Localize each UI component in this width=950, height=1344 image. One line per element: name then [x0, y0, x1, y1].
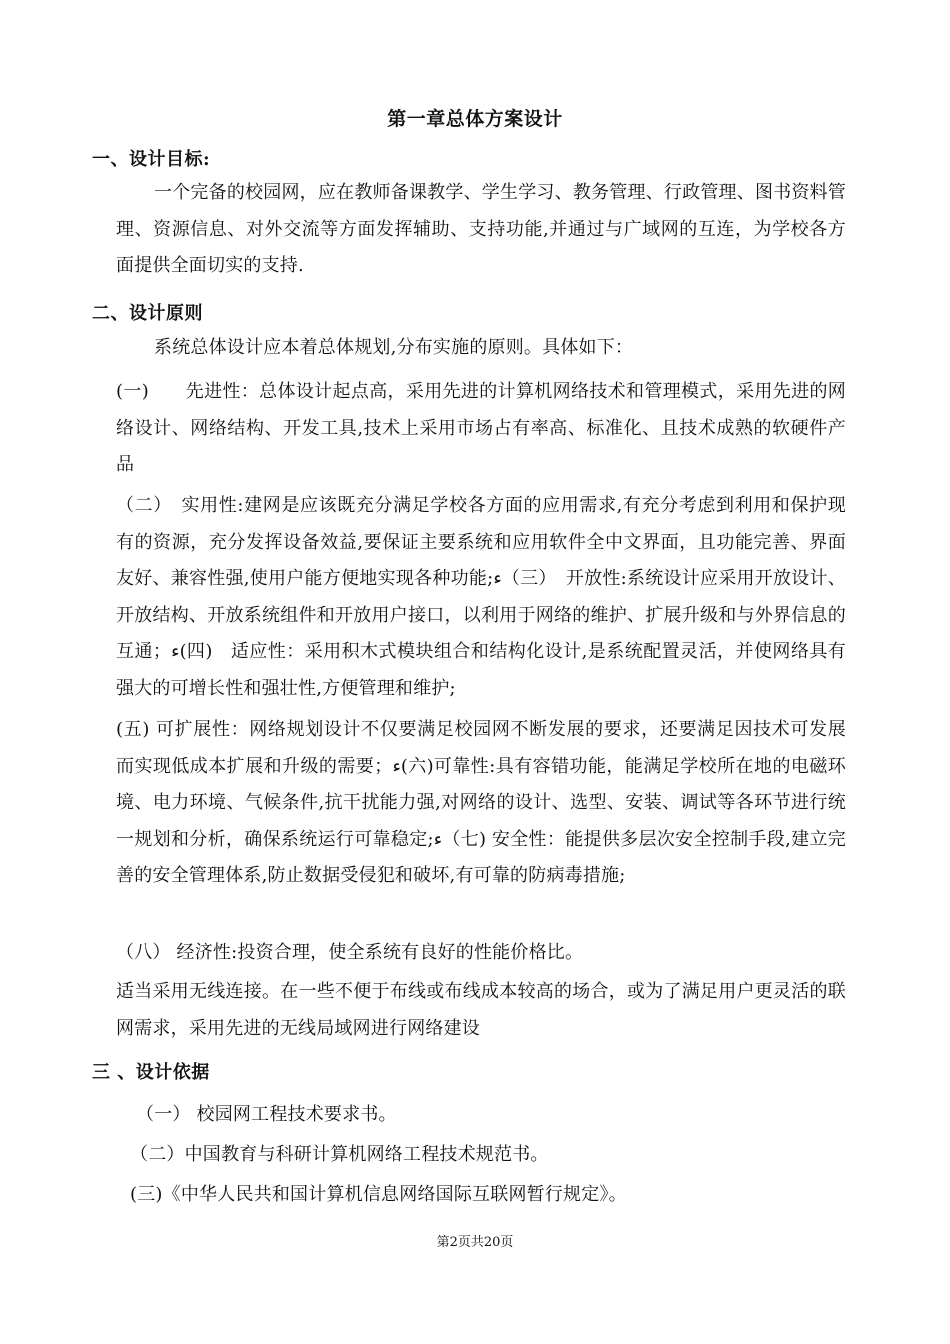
principle-advanced: (一) 先进性：总体设计起点高，采用先进的计算机网络技术和管理模式，采用先进的网络设计、网络结构、开发工具,技术上采用市场占有率高、标准化、且技术成熟的软硬件产品 [116, 381, 846, 475]
page-footer: 第2页共20页 [436, 1235, 514, 1250]
principle-scalable-reliable-secure: (五) 可扩展性：网络规划设计不仅要满足校园网不断发展的要求，还要满足因技术可发展而实现低成本扩展和升级的需要；ء(六)可靠性:具有容错功能，能满足学校所在地的电磁环境、电力环境、气候条件,抗干扰能力强,对网络的设计、选型、安装、调试等各环节进行统一规划和分析，确保系统运行可靠稳定;ء（七) 安全性：能提供多层次安全控制手段,建立完善的安全管理体系,防止数据受侵犯和破坏,有可靠的防病毒措施; [116, 719, 846, 886]
principle-economic: （八） 经济性:投资合理，使全系统有良好的性能价格比。 [116, 942, 584, 963]
goals-paragraph: 一个完备的校园网，应在教师备课教学、学生学习、教务管理、行政管理、图书资料管理、资源信息、对外交流等方面发挥辅助、支持功能,并通过与广域网的互连，为学校各方面提供全面切实的支持. [116, 182, 846, 276]
section-heading-basis: 三 、设计依据 [92, 1062, 210, 1083]
wireless-paragraph: 适当采用无线连接。在一些不便于布线或布线成本较高的场合，或为了满足用户更灵活的联网需求，采用先进的无线局域网进行网络建设 [116, 981, 846, 1039]
page-title: 第一章总体方案设计 [387, 108, 563, 130]
basis-item: （一） 校园网工程技术要求书。 [136, 1104, 397, 1125]
basis-item: (三)《中华人民共和国计算机信息网络国际互联网暂行规定》。 [130, 1184, 627, 1205]
section-heading-principles: 二、设计原则 [92, 303, 203, 324]
basis-item: （二）中国教育与科研计算机网络工程技术规范书。 [130, 1144, 549, 1165]
section-heading-goals: 一、设计目标: [92, 149, 211, 170]
principles-intro: 系统总体设计应本着总体规划,分布实施的原则。具体如下： [154, 337, 634, 358]
principle-practical-open-adaptive: （二） 实用性:建网是应该既充分满足学校各方面的应用需求,有充分考虑到利用和保护现有的资源，充分发挥设备效益,要保证主要系统和应用软件全中文界面，且功能完善、界面友好、兼容性强,使用户能方便地实现各种功能;ء（三） 开放性:系统设计应采用开放设计、开放结构、开放系统组件和开放用户接口，以利用于网络的维护、扩展升级和与外界信息的互通；ء(四) 适应性：采用积木式模块组合和结构化设计,是系统配置灵活，并使网络具有强大的可增长性和强壮性,方便管理和维护; [116, 495, 847, 699]
